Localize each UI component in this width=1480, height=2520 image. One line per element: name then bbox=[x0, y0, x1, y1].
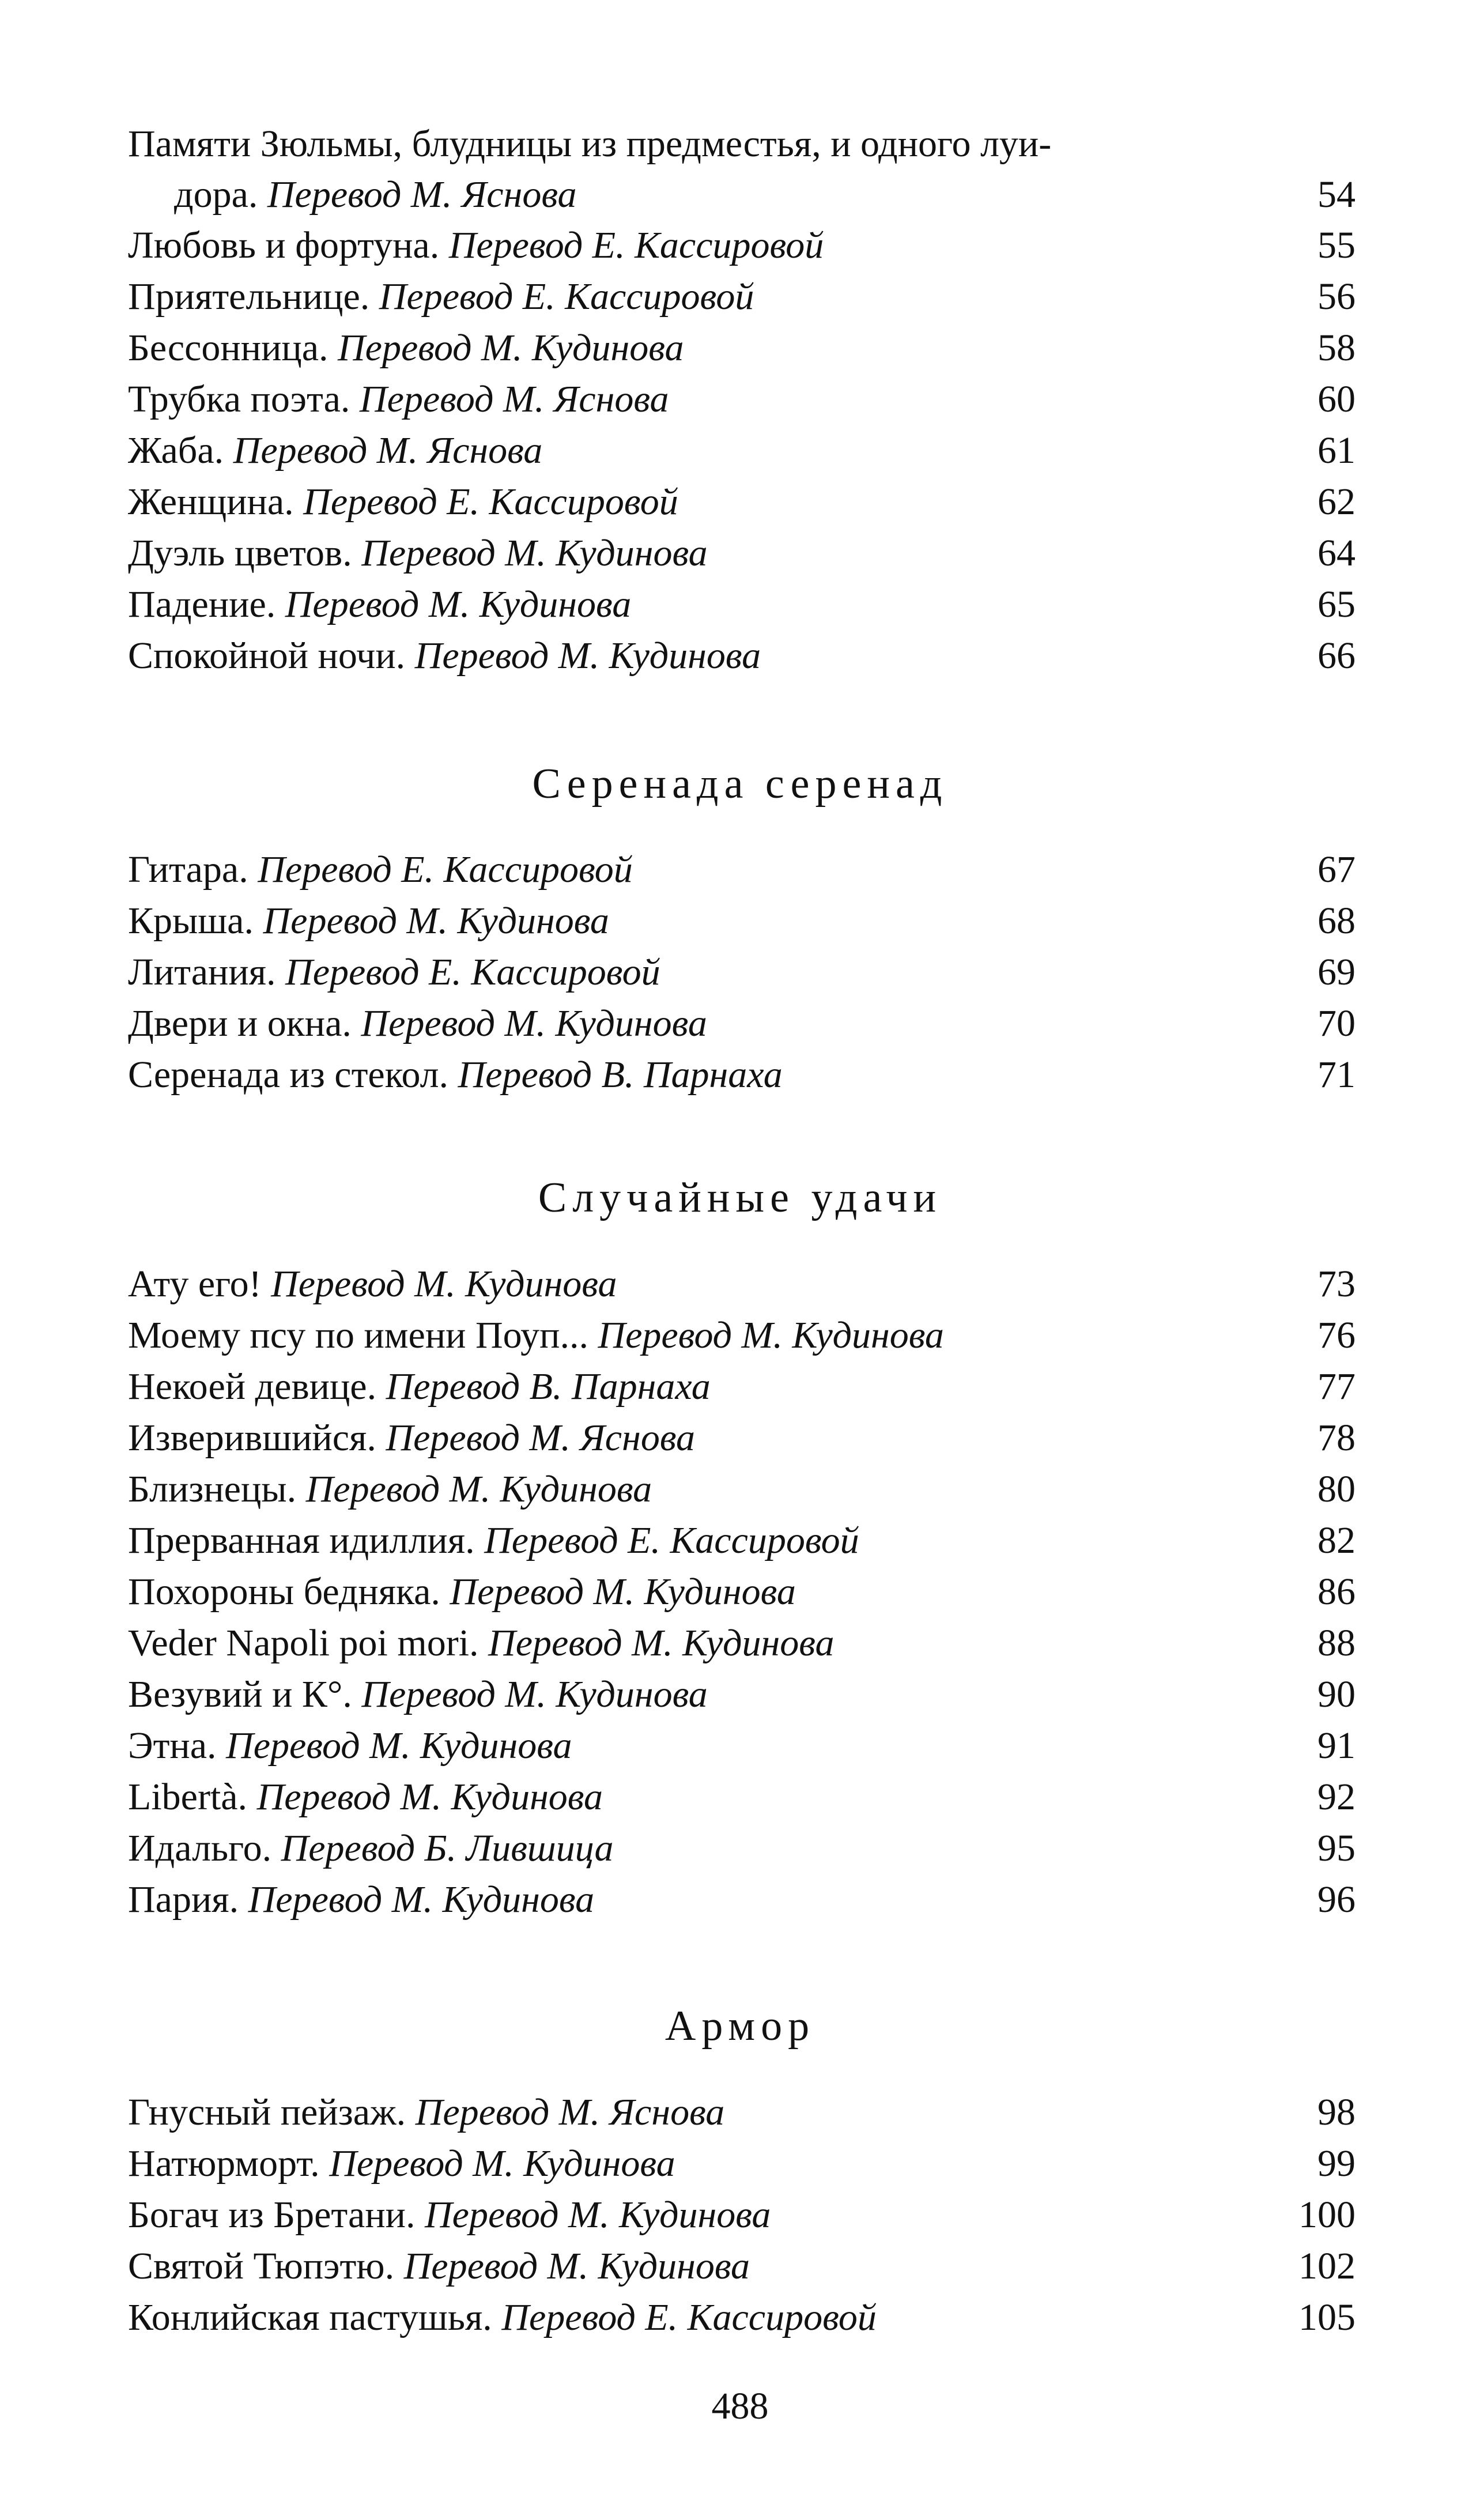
toc-entry bbox=[128, 579, 1356, 631]
entry-page: 60 bbox=[1317, 378, 1356, 420]
entry-title: Этна. bbox=[128, 1725, 217, 1767]
entry-page: 86 bbox=[1317, 1571, 1356, 1613]
entry-page: 62 bbox=[1317, 481, 1356, 523]
entry-page: 100 bbox=[1298, 2194, 1356, 2236]
toc-entry bbox=[128, 2189, 1356, 2241]
entry-title: Литания. bbox=[128, 951, 276, 993]
entry-translator: Перевод М. Кудинова bbox=[256, 1776, 603, 1818]
entry-page: 80 bbox=[1317, 1468, 1356, 1510]
entry-page: 98 bbox=[1317, 2091, 1356, 2133]
entry-title: Гитара. bbox=[128, 848, 248, 891]
entry-title: Идальго. bbox=[128, 1827, 272, 1869]
entry-translator: Перевод М. Кудинова bbox=[305, 1468, 652, 1510]
entry-title: Серенада из стекол. bbox=[128, 1054, 449, 1096]
toc-entry bbox=[128, 322, 1356, 374]
toc-entry bbox=[128, 374, 1356, 425]
entry-title: Спокойной ночи. bbox=[128, 635, 406, 677]
entry-title: Veder Napoli poi mori. bbox=[128, 1622, 479, 1664]
entry-title: Приятельнице. bbox=[128, 276, 370, 318]
toc-entry bbox=[128, 2138, 1356, 2190]
entry-translator: Перевод Е. Кассировой bbox=[448, 224, 824, 266]
toc-entry-first-line1 bbox=[128, 118, 1356, 170]
toc-entry bbox=[128, 895, 1356, 947]
entry-translator: Перевод М. Кудинова bbox=[285, 583, 632, 625]
entry-page: 69 bbox=[1317, 951, 1356, 993]
toc-entry bbox=[128, 271, 1356, 323]
entry-title: Везувий и К°. bbox=[128, 1673, 352, 1715]
entry-translator: Перевод М. Кудинова bbox=[424, 2194, 771, 2236]
entry-translator: Перевод Е. Кассировой bbox=[258, 848, 633, 891]
entry-page: 77 bbox=[1317, 1365, 1356, 1408]
entry-translator: Перевод Е. Кассировой bbox=[501, 2296, 877, 2338]
entry-title: Моему псу по имени Поуп... bbox=[128, 1314, 588, 1356]
entry-translator: Перевод М. Кудинова bbox=[361, 532, 708, 574]
entry-page: 78 bbox=[1317, 1417, 1356, 1459]
entry-title: Близнецы. bbox=[128, 1468, 297, 1510]
entry-translator: Перевод М. Кудинова bbox=[598, 1314, 944, 1356]
entry-title: Женщина. bbox=[128, 481, 294, 523]
entry-page: 54 bbox=[1317, 173, 1356, 216]
entry-translator: Перевод В. Парнаха bbox=[458, 1054, 783, 1096]
entry-page: 70 bbox=[1317, 1002, 1356, 1044]
toc-entry bbox=[128, 1617, 1356, 1669]
section-heading: Случайные удачи bbox=[538, 1174, 942, 1221]
toc-entry bbox=[128, 1823, 1356, 1874]
entry-page: 68 bbox=[1317, 900, 1356, 942]
entry-translator: Перевод М. Кудинова bbox=[403, 2245, 750, 2287]
toc-entry bbox=[128, 998, 1356, 1050]
entry-page: 66 bbox=[1317, 635, 1356, 677]
toc-entry bbox=[128, 630, 1356, 682]
entry-page: 96 bbox=[1317, 1878, 1356, 1921]
toc-entry bbox=[128, 1566, 1356, 1618]
entry-translator: Перевод М. Кудинова bbox=[450, 1571, 796, 1613]
entry-title: Пария. bbox=[128, 1878, 239, 1921]
entry-title: Бессонница. bbox=[128, 327, 329, 369]
entry-title: Богач из Бретани. bbox=[128, 2194, 416, 2236]
entry-translator: Перевод М. Кудинова bbox=[361, 1673, 708, 1715]
entry-title: Любовь и фортуна. bbox=[128, 224, 440, 266]
entry-translator: Перевод М. Кудинова bbox=[338, 327, 684, 369]
section-heading: Серенада серенад bbox=[532, 760, 948, 808]
entry-translator: Перевод М. Кудинова bbox=[329, 2142, 675, 2185]
entry-page: 95 bbox=[1317, 1827, 1356, 1869]
entry-page: 88 bbox=[1317, 1622, 1356, 1664]
entry-translator: Перевод Б. Лившица bbox=[281, 1827, 614, 1869]
entry-title: Libertà. bbox=[128, 1776, 248, 1818]
entry-title: Двери и окна. bbox=[128, 1002, 352, 1044]
entry-page: 67 bbox=[1317, 848, 1356, 891]
entry-title: дора. bbox=[174, 173, 258, 216]
entry-page: 61 bbox=[1317, 429, 1356, 471]
entry-title: Конлийская пастушья. bbox=[128, 2296, 492, 2338]
entry-translator: Перевод М. Яснова bbox=[386, 1417, 696, 1459]
entry-title: Памяти Зюльмы, блудницы из предместья, и одного луи- bbox=[128, 123, 1052, 165]
entry-page: 71 bbox=[1317, 1054, 1356, 1096]
entry-translator: Перевод Е. Кассировой bbox=[303, 481, 678, 523]
toc-entry bbox=[128, 1361, 1356, 1413]
toc-entry bbox=[128, 1669, 1356, 1721]
entry-translator: Перевод В. Парнаха bbox=[386, 1365, 711, 1408]
entry-title: Гнусный пейзаж. bbox=[128, 2091, 406, 2133]
entry-translator: Перевод М. Яснова bbox=[359, 378, 669, 420]
toc-entry bbox=[128, 1049, 1356, 1101]
entry-page: 102 bbox=[1298, 2245, 1356, 2287]
entry-title: Ату его! bbox=[128, 1263, 262, 1305]
entry-translator: Перевод М. Яснова bbox=[415, 2091, 725, 2133]
entry-title: Некоей девице. bbox=[128, 1365, 377, 1408]
toc-entry bbox=[128, 844, 1356, 896]
entry-translator: Перевод М. Яснова bbox=[233, 429, 543, 471]
toc-entry bbox=[128, 527, 1356, 579]
entry-translator: Перевод М. Кудинова bbox=[414, 635, 761, 677]
toc-entry bbox=[128, 1771, 1356, 1823]
entry-page: 91 bbox=[1317, 1725, 1356, 1767]
entry-translator: Перевод Е. Кассировой bbox=[285, 951, 660, 993]
toc-entry bbox=[128, 1310, 1356, 1361]
entry-page: 56 bbox=[1317, 276, 1356, 318]
toc-entry bbox=[128, 2292, 1356, 2344]
section-heading: Армор bbox=[665, 2002, 815, 2050]
entry-page: 65 bbox=[1317, 583, 1356, 625]
entry-title: Изверившийся. bbox=[128, 1417, 376, 1459]
toc-entry bbox=[128, 476, 1356, 528]
entry-page: 90 bbox=[1317, 1673, 1356, 1715]
entry-page: 55 bbox=[1317, 224, 1356, 266]
entry-translator: Перевод М. Кудинова bbox=[263, 900, 609, 942]
toc-entry bbox=[128, 1874, 1356, 1926]
entry-title: Святой Тюпэтю. bbox=[128, 2245, 395, 2287]
entry-title: Похороны бедняка. bbox=[128, 1571, 440, 1613]
entry-page: 76 bbox=[1317, 1314, 1356, 1356]
entry-title: Жаба. bbox=[128, 429, 224, 471]
entry-page: 92 bbox=[1317, 1776, 1356, 1818]
entry-translator: Перевод М. Яснова bbox=[267, 173, 577, 216]
toc-entry bbox=[128, 2087, 1356, 2138]
entry-title: Трубка поэта. bbox=[128, 378, 350, 420]
toc-entry bbox=[128, 1720, 1356, 1772]
toc-entry-first-line2 bbox=[128, 169, 1356, 221]
page-number: 488 bbox=[711, 2385, 769, 2427]
entry-title: Прерванная идиллия. bbox=[128, 1519, 475, 1561]
entry-translator: Перевод М. Кудинова bbox=[361, 1002, 707, 1044]
entry-page: 58 bbox=[1317, 327, 1356, 369]
toc-entry bbox=[128, 1258, 1356, 1310]
entry-translator: Перевод Е. Кассировой bbox=[379, 276, 754, 318]
entry-translator: Перевод М. Кудинова bbox=[226, 1725, 572, 1767]
toc-entry bbox=[128, 1463, 1356, 1515]
toc-entry bbox=[128, 425, 1356, 477]
entry-title: Натюрморт. bbox=[128, 2142, 320, 2185]
toc-entry bbox=[128, 2240, 1356, 2292]
entry-page: 73 bbox=[1317, 1263, 1356, 1305]
entry-title: Падение. bbox=[128, 583, 276, 625]
entry-translator: Перевод М. Кудинова bbox=[271, 1263, 617, 1305]
entry-page: 99 bbox=[1317, 2142, 1356, 2185]
toc-entry bbox=[128, 1515, 1356, 1567]
toc-entry bbox=[128, 946, 1356, 998]
entry-page: 105 bbox=[1298, 2296, 1356, 2338]
toc-entry bbox=[128, 220, 1356, 271]
entry-title: Дуэль цветов. bbox=[128, 532, 352, 574]
entry-translator: Перевод Е. Кассировой bbox=[484, 1519, 859, 1561]
entry-translator: Перевод М. Кудинова bbox=[488, 1622, 835, 1664]
entry-title: Крыша. bbox=[128, 900, 254, 942]
entry-translator: Перевод М. Кудинова bbox=[248, 1878, 595, 1921]
entry-page: 64 bbox=[1317, 532, 1356, 574]
entry-page: 82 bbox=[1317, 1519, 1356, 1561]
toc-entry bbox=[128, 1412, 1356, 1464]
